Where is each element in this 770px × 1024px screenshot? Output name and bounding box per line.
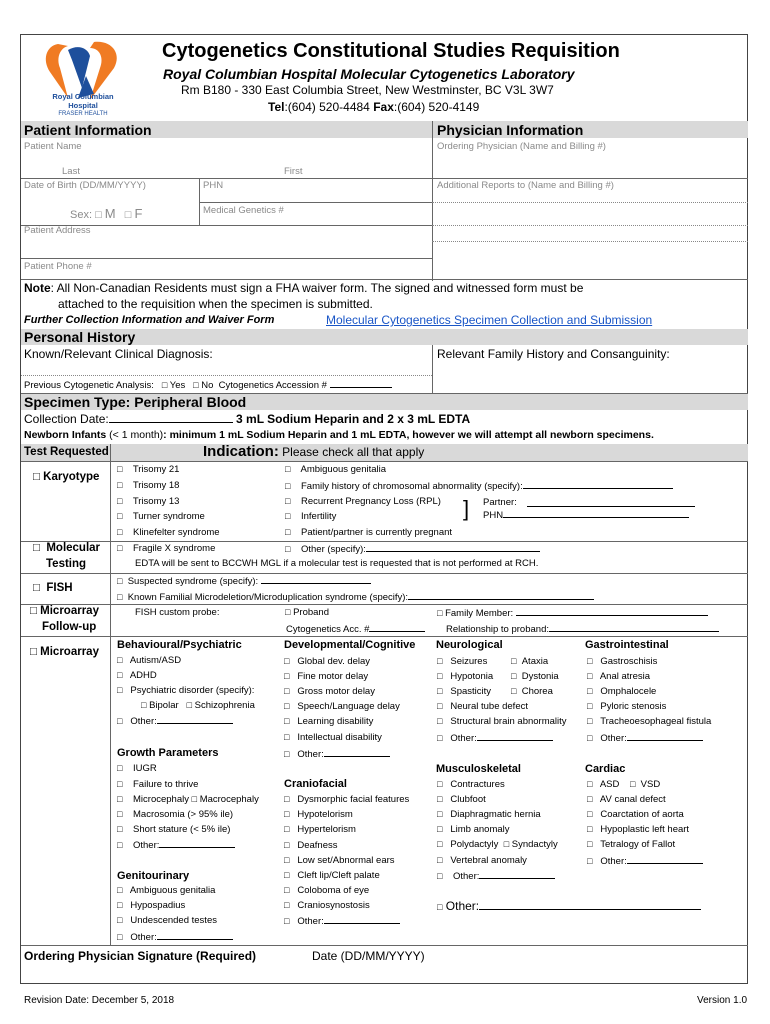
microarray-followup-checkbox[interactable]: □ Microarray bbox=[30, 605, 99, 617]
karyotype-checkbox[interactable]: □ Karyotype bbox=[33, 471, 100, 483]
craniofacial-heading: Craniofacial bbox=[284, 778, 347, 790]
behavioural-heading: Behavioural/Psychiatric bbox=[117, 639, 242, 651]
note-line-1: Note: All Non-Canadian Residents must sign a FHA waiver form. The signed and witnessed form must be bbox=[24, 281, 584, 295]
cranio-other[interactable]: □ Other: bbox=[284, 915, 409, 930]
sex-f-checkbox[interactable]: □ F bbox=[124, 206, 143, 221]
gi-option[interactable]: □ Pyloric stenosis bbox=[587, 701, 667, 712]
neuro-option[interactable]: □ Seizures bbox=[437, 656, 488, 667]
cardiac-option[interactable]: □ Tetralogy of Fallot bbox=[587, 839, 676, 850]
cranio-option[interactable]: □ Low set/Abnormal ears bbox=[284, 855, 395, 866]
note-line-2: attached to the requisition when the specimen is submitted. bbox=[58, 297, 373, 311]
logo-text-1: Royal Columbian bbox=[52, 92, 114, 101]
molecular-other-checkbox[interactable]: □ Other (specify): bbox=[285, 543, 540, 555]
logo-text-3: FRASER HEALTH bbox=[58, 111, 108, 117]
patient-info-heading: Patient Information bbox=[24, 122, 152, 138]
karyo-option[interactable]: □ Patient/partner is currently pregnant bbox=[285, 527, 453, 538]
cranio-option[interactable]: □ Coloboma of eye bbox=[284, 885, 370, 896]
dev-option[interactable]: □ Fine motor delay bbox=[284, 671, 369, 682]
molecular-testing-label: Testing bbox=[46, 558, 87, 570]
first-name-label[interactable]: First bbox=[284, 166, 303, 177]
growth-option[interactable]: □ Macrosomia (> 95% ile) bbox=[117, 809, 234, 820]
growth-heading: Growth Parameters bbox=[117, 747, 219, 759]
karyo-option[interactable]: □ Trisomy 18 bbox=[117, 480, 180, 491]
neuro-option[interactable]: □ Chorea bbox=[511, 686, 553, 697]
musc-option[interactable]: □ Vertebral anomaly bbox=[437, 855, 527, 866]
geni-other[interactable]: □ Other: bbox=[117, 931, 233, 946]
growth-option[interactable]: □ Short stature (< 5% ile) bbox=[117, 824, 231, 835]
vsd-checkbox[interactable]: □ VSD bbox=[629, 779, 661, 790]
karyo-option[interactable]: □ Trisomy 13 bbox=[117, 496, 180, 507]
lab-name: Royal Columbian Hospital Molecular Cytogenetics Laboratory bbox=[163, 66, 575, 82]
cranio-option[interactable]: □ Cleft lip/Cleft palate bbox=[284, 870, 380, 881]
musc-other[interactable]: □ Other: bbox=[437, 870, 558, 885]
cardiac-list bbox=[587, 779, 703, 870]
neuro-other[interactable]: □ Other: bbox=[437, 732, 567, 747]
musc-option[interactable]: □ Diaphragmatic hernia bbox=[437, 809, 541, 820]
karyo-col1 bbox=[117, 464, 220, 543]
bipolar-checkbox[interactable]: □ Bipolar bbox=[141, 700, 179, 711]
growth-option[interactable]: □ Microcephaly □ Macrocephaly bbox=[117, 794, 259, 805]
neurological-list bbox=[437, 656, 567, 747]
sex-m-checkbox[interactable]: □ M bbox=[95, 206, 116, 221]
behav-option[interactable]: □ Autism/ASD bbox=[117, 655, 182, 666]
last-name-label[interactable]: Last bbox=[62, 166, 80, 177]
fish-custom-probe[interactable]: FISH custom probe: bbox=[135, 607, 220, 618]
developmental-heading: Developmental/Cognitive bbox=[284, 639, 416, 651]
cardiac-heading: Cardiac bbox=[585, 763, 626, 775]
behav-option[interactable]: □ ADHD bbox=[117, 670, 157, 681]
karyo-option[interactable]: □ Family history of chromosomal abnormality (specify): bbox=[285, 480, 673, 496]
form-title: Cytogenetics Constitutional Studies Requisition bbox=[162, 40, 620, 62]
prev-yes-checkbox[interactable]: □ bbox=[161, 380, 168, 390]
patient-address-label[interactable]: Patient Address bbox=[24, 225, 91, 236]
craniofacial-list bbox=[284, 794, 409, 930]
cranio-option[interactable]: □ Craniosynostosis bbox=[284, 900, 370, 911]
schizophrenia-checkbox[interactable]: □ Schizophrenia bbox=[186, 700, 255, 711]
gastrointestinal-list bbox=[587, 656, 711, 747]
genitourinary-heading: Genitourinary bbox=[117, 870, 190, 882]
neuro-option[interactable]: □ Dystonia bbox=[511, 671, 559, 682]
partner-phn-field[interactable]: PHN bbox=[483, 509, 689, 521]
signature-label[interactable]: Ordering Physician Signature (Required) bbox=[24, 949, 257, 963]
karyo-option[interactable]: □ Klinefelter syndrome bbox=[117, 527, 220, 538]
known-familial-checkbox[interactable]: □ Known Familial Microdeletion/Microduplication syndrome (specify): bbox=[117, 591, 594, 603]
karyo-col2 bbox=[285, 464, 673, 543]
dev-option[interactable]: □ Global dev. delay bbox=[284, 656, 371, 667]
genitourinary-list bbox=[117, 885, 233, 946]
bracket: ] bbox=[463, 496, 470, 521]
cranio-option[interactable]: □ Dysmorphic facial features bbox=[284, 794, 410, 805]
prev-no-checkbox[interactable]: □ bbox=[193, 380, 199, 390]
date-label[interactable]: Date (DD/MM/YYYY) bbox=[312, 949, 425, 963]
gastrointestinal-heading: Gastrointestinal bbox=[585, 639, 669, 651]
behav-option[interactable]: □ Psychiatric disorder (specify): bbox=[117, 685, 255, 696]
growth-option[interactable]: □ Failure to thrive bbox=[117, 779, 199, 790]
personal-history-heading: Personal History bbox=[24, 329, 136, 345]
cranio-option[interactable]: □ Deafness bbox=[284, 840, 338, 851]
patient-phone-label[interactable]: Patient Phone # bbox=[24, 261, 92, 272]
cardiac-option[interactable]: □ Coarctation of aorta bbox=[587, 809, 684, 820]
gi-option[interactable]: □ Gastroschisis bbox=[587, 656, 658, 667]
medgen-label[interactable]: Medical Genetics # bbox=[203, 205, 284, 216]
karyo-option[interactable]: □ Trisomy 21 bbox=[117, 464, 180, 475]
developmental-list bbox=[284, 656, 400, 763]
dev-other[interactable]: □ Other: bbox=[284, 748, 400, 763]
logo-text-2: Hospital bbox=[68, 101, 98, 110]
gi-option[interactable]: □ Omphalocele bbox=[587, 686, 657, 697]
neuro-option[interactable]: □ Ataxia bbox=[511, 656, 549, 667]
asd-checkbox[interactable]: □ ASD bbox=[587, 779, 620, 790]
partner-field[interactable]: Partner: bbox=[483, 497, 517, 508]
physician-info-heading: Physician Information bbox=[437, 122, 584, 138]
patient-name-label: Patient Name bbox=[24, 141, 82, 152]
behavioural-list bbox=[117, 655, 255, 730]
karyo-option[interactable]: □ Recurrent Pregnancy Loss (RPL) bbox=[285, 496, 441, 507]
revision-date: Revision Date: December 5, 2018 bbox=[24, 995, 175, 1006]
gi-option[interactable]: □ Anal atresia bbox=[587, 671, 651, 682]
cardiac-option[interactable]: □ Hypoplastic left heart bbox=[587, 824, 690, 835]
syndactyly-checkbox[interactable]: □ bbox=[503, 839, 510, 849]
musc-option[interactable]: □ Polydactyly □ Syndactyly bbox=[437, 839, 558, 850]
collection-info-link[interactable]: Molecular Cytogenetics Specimen Collection and Submission bbox=[326, 313, 653, 327]
neuro-option[interactable]: □ Neural tube defect bbox=[437, 701, 528, 712]
karyo-option[interactable]: □ Infertility bbox=[285, 511, 337, 522]
version: Version 1.0 bbox=[697, 995, 748, 1006]
dev-option[interactable]: □ Gross motor delay bbox=[284, 686, 375, 697]
neurological-heading: Neurological bbox=[436, 639, 503, 651]
cardiac-option[interactable]: □ AV canal defect bbox=[587, 794, 666, 805]
geni-option[interactable]: □ Ambiguous genitalia bbox=[117, 885, 216, 896]
neuro-option[interactable]: □ Hypotonia bbox=[437, 671, 494, 682]
musc-option[interactable]: □ Clubfoot bbox=[437, 794, 486, 805]
dev-option[interactable]: □ Speech/Language delay bbox=[284, 701, 400, 712]
collection-date-field[interactable]: Collection Date: 3 mL Sodium Heparin and 2 x 3 mL EDTA bbox=[24, 412, 471, 426]
molecular-checkbox[interactable]: □ Molecular bbox=[33, 542, 101, 554]
test-requested-heading: Test Requested bbox=[24, 446, 109, 458]
specimen-heading: Specimen Type: Peripheral Blood bbox=[24, 394, 247, 410]
musc-option[interactable]: □ Limb anomaly bbox=[437, 824, 510, 835]
phn-label[interactable]: PHN bbox=[203, 180, 224, 191]
musc-option[interactable]: □ Contractures bbox=[437, 779, 505, 790]
fish-acc-field[interactable]: Cytogenetics Acc. # bbox=[286, 623, 425, 635]
dob-label[interactable]: Date of Birth (DD/MM/YYYY) bbox=[24, 180, 146, 191]
behav-other[interactable]: □ Other: bbox=[117, 715, 255, 730]
microarray-checkbox[interactable]: □ Microarray bbox=[30, 646, 99, 658]
cardiac-other[interactable]: □ Other: bbox=[587, 855, 703, 870]
clinical-diagnosis-label[interactable]: Known/Relevant Clinical Diagnosis: bbox=[24, 347, 213, 361]
macrocephaly-checkbox[interactable]: □ bbox=[191, 794, 198, 804]
lab-address: Rm B180 - 330 East Columbia Street, New Westminster, BC V3L 3W7 bbox=[181, 83, 554, 97]
ordering-physician-label[interactable]: Ordering Physician (Name and Billing #) bbox=[437, 141, 606, 152]
dev-option[interactable]: □ Intellectual disability bbox=[284, 732, 382, 743]
cranio-option[interactable]: □ Hypotelorism bbox=[284, 809, 353, 820]
gi-option[interactable]: □ Tracheoesophageal fistula bbox=[587, 716, 712, 727]
family-history-label[interactable]: Relevant Family History and Consanguinity: bbox=[437, 347, 670, 361]
family-member-checkbox[interactable]: □ Family Member: bbox=[437, 607, 708, 619]
indication-heading: Indication: Please check all that apply bbox=[203, 443, 425, 460]
growth-option[interactable]: □ IUGR bbox=[117, 763, 157, 774]
dev-option[interactable]: □ Learning disability bbox=[284, 716, 374, 727]
musculoskeletal-heading: Musculoskeletal bbox=[436, 763, 521, 775]
karyo-option[interactable]: □ Ambiguous genitalia bbox=[285, 464, 387, 475]
relationship-field[interactable]: Relationship to proband: bbox=[446, 623, 719, 635]
fragile-x-checkbox[interactable]: □ Fragile X syndrome bbox=[117, 543, 216, 554]
further-info-label: Further Collection Information and Waiver Form bbox=[24, 314, 275, 326]
proband-checkbox[interactable]: □ Proband bbox=[285, 607, 329, 618]
gi-other[interactable]: □ Other: bbox=[587, 732, 711, 747]
fish-checkbox[interactable]: □ FISH bbox=[33, 582, 73, 594]
growth-other[interactable]: □ Other: bbox=[117, 839, 259, 854]
cranio-option[interactable]: □ Hypertelorism bbox=[284, 824, 356, 835]
suspected-syndrome-checkbox[interactable]: □ Suspected syndrome (specify): bbox=[117, 575, 371, 587]
newborn-note: Newborn Infants (< 1 month): minimum 1 mL Sodium Heparin and 1 mL EDTA, however we will attempt all newborn specimens. bbox=[24, 429, 654, 441]
neuro-option[interactable]: □ Structural brain abnormality bbox=[437, 716, 567, 727]
lab-phone: Tel:(604) 520-4484 Fax:(604) 520-4149 bbox=[268, 100, 480, 114]
previous-analysis: Previous Cytogenetic Analysis: □ Yes □ No Cytogenetics Accession # bbox=[24, 379, 392, 391]
growth-list bbox=[117, 763, 259, 854]
sex-field: Sex: □ M □ F bbox=[70, 206, 143, 221]
additional-reports-label[interactable]: Additional Reports to (Name and Billing #) bbox=[437, 180, 614, 191]
molecular-note: EDTA will be sent to BCCWH MGL if a molecular test is requested that is not performed at RCH. bbox=[135, 558, 539, 569]
geni-option[interactable]: □ Undescended testes bbox=[117, 915, 217, 926]
karyo-option[interactable]: □ Turner syndrome bbox=[117, 511, 205, 522]
big-other-field[interactable]: □ Other: bbox=[437, 899, 701, 913]
musculoskeletal-list bbox=[437, 779, 558, 885]
microarray-followup-label: Follow-up bbox=[42, 621, 97, 633]
behav-subtypes bbox=[117, 700, 255, 715]
geni-option[interactable]: □ Hypospadius bbox=[117, 900, 186, 911]
neuro-option[interactable]: □ Spasticity bbox=[437, 686, 492, 697]
